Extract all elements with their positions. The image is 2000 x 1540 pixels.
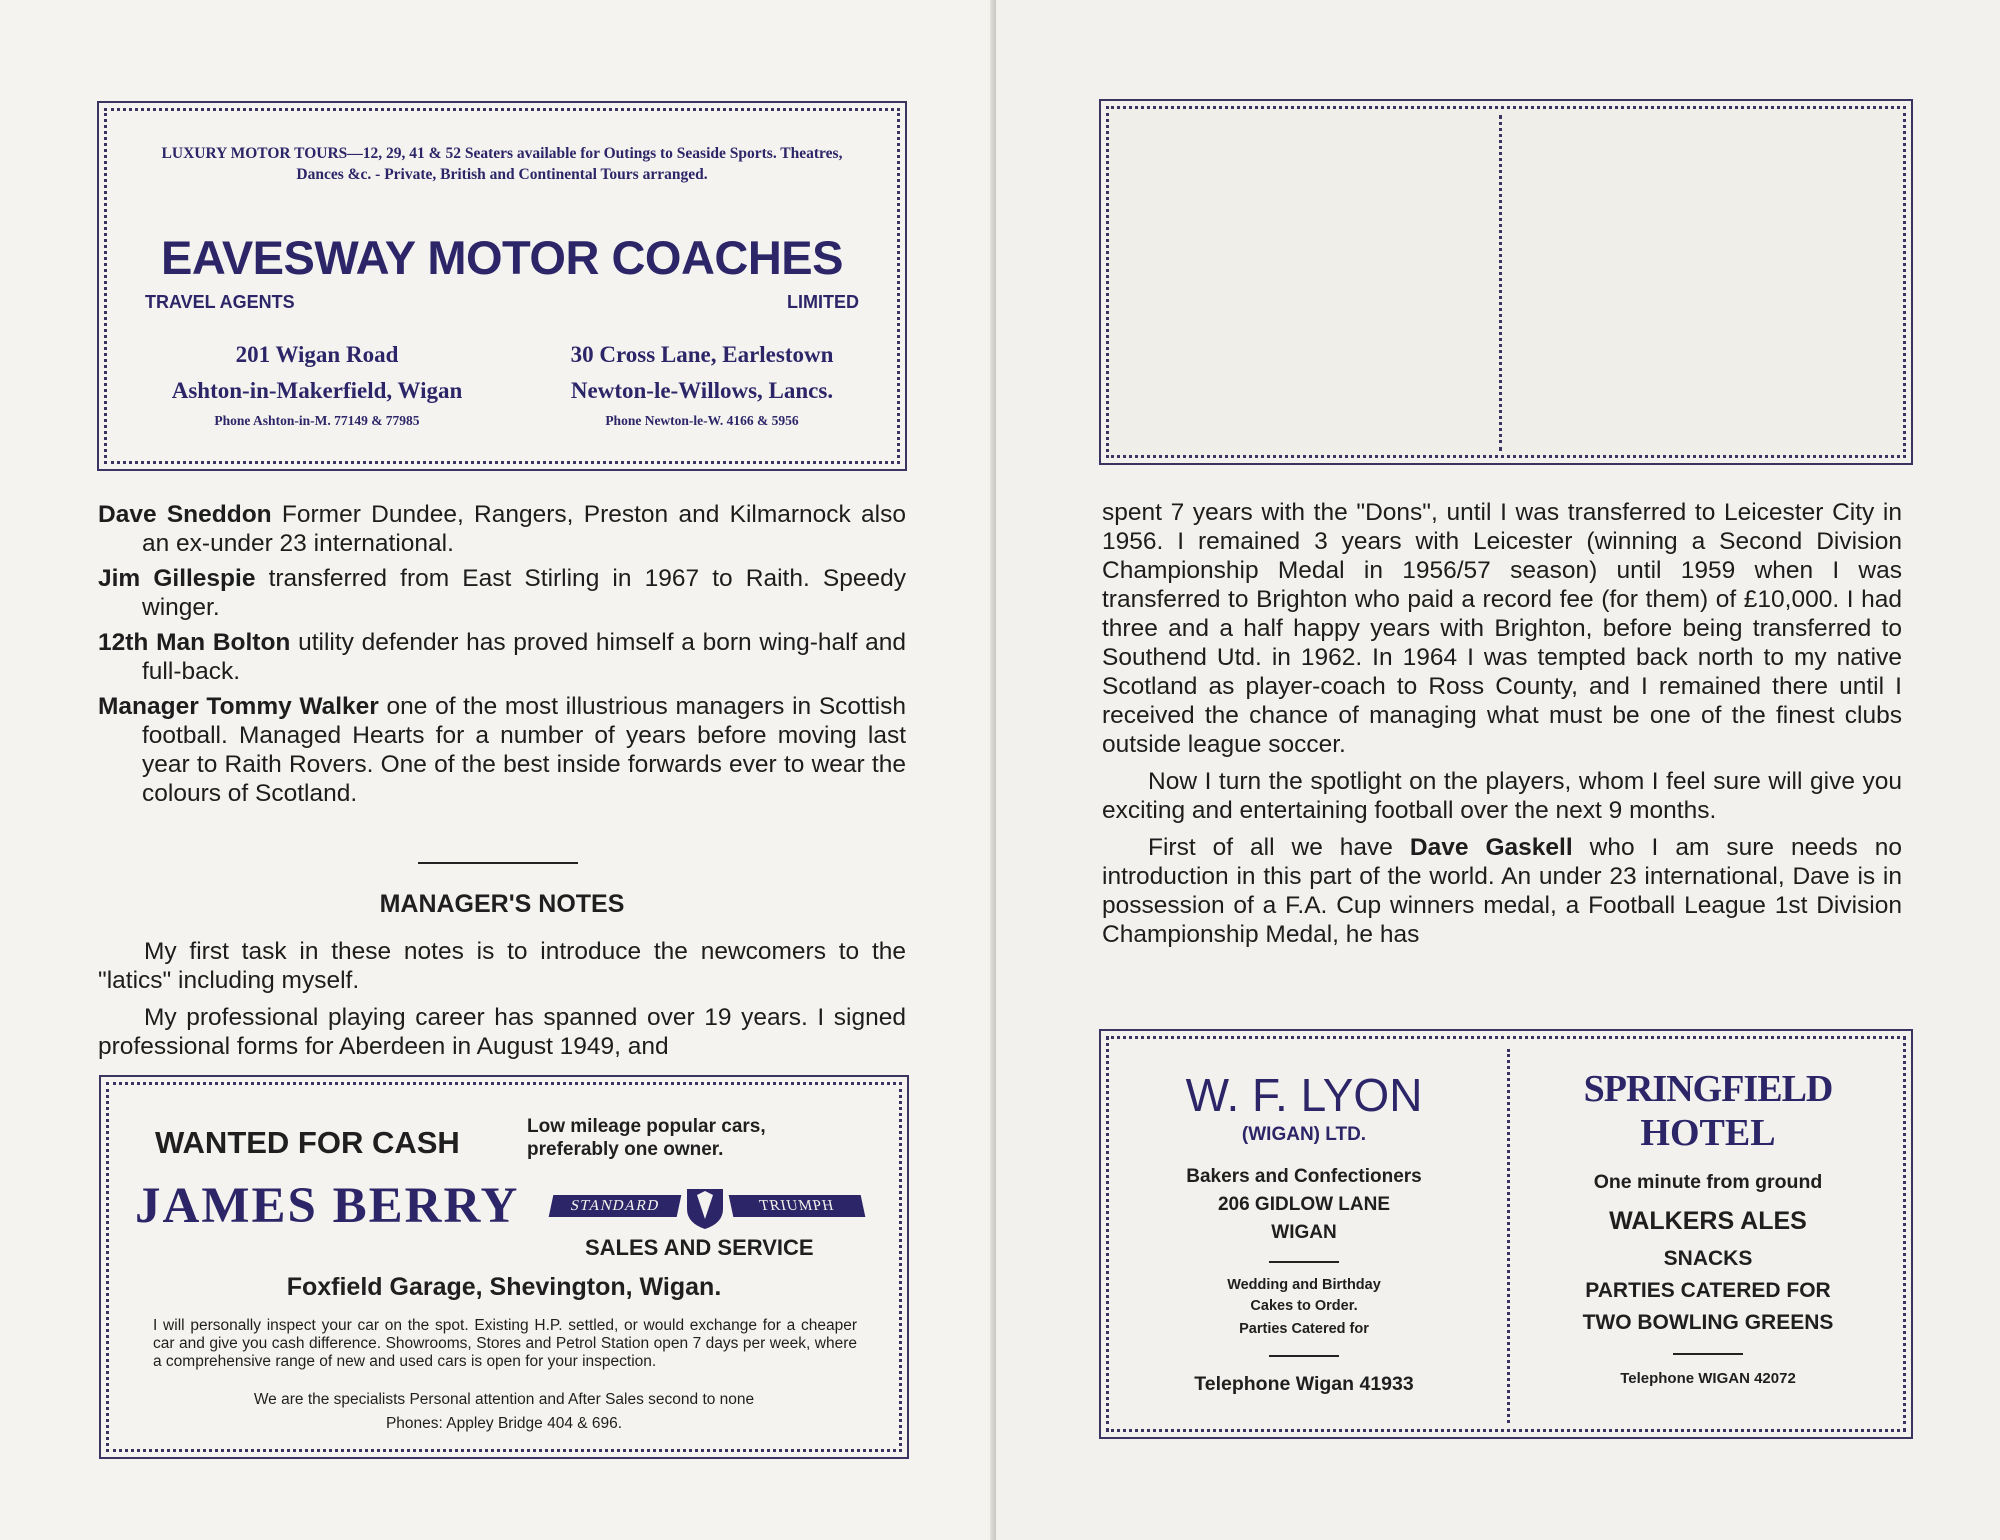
text-run: who I am sure needs no introduction in this part of the world. An under 23 international, Dave is in possession of a F.A. Cup winners medal, a Football League 1st Division Championship Medal, he has [1102,834,1902,948]
sales-and-service: SALES AND SERVICE [585,1235,814,1260]
springfield-line: TWO BOWLING GREENS [1582,1311,1834,1334]
section-divider [418,862,578,864]
lyon-cakes: Wedding and Birthday Cakes to Order. [1227,1277,1381,1314]
phone-line: Phone Ashton-in-M. 77149 & 77985 [214,413,420,428]
eavesway-intro: LUXURY MOTOR TOURS—12, 29, 41 & 52 Seaters available for Outings to Seaside Sports. Theatres, Dances &c. - Private, British and Continental Tours arranged. [161,145,843,183]
berry-body-text: I will personally inspect your car on the spot. Existing H.P. settled, or would exchange for a cheaper car and give you cash difference. Showrooms, Stores and Petrol Station open 7 days per week, where a comprehensive range of new and used cars is open for your inspection. [153,1317,857,1370]
player-name: Dave Gaskell [1409,834,1573,861]
left-page [0,0,995,1540]
notes-paragraph: Now I turn the spotlight on the players, whom I feel sure will give you exciting and entertaining football over the next 9 months. [1102,768,1902,824]
player-entry [98,500,906,558]
springfield-divider [1673,1353,1743,1355]
player-notes [98,500,906,814]
player-description: utility defender has proved himself a born wing-half and full-back. [142,629,906,685]
player-name: 12th Man Bolton [98,629,291,656]
springfield-hotel-advert [1521,1067,1895,1391]
text-run: First of all we have [1148,834,1410,861]
notes-paragraph: spent 7 years with the "Dons", until I was transferred to Leicester City in 1956. I remained 3 years with Leicester (winning a Second Division Championship Medal in 1956/57 season) until 1959 when I was transferred to Brighton who paid a record fee (for them) of £10,000. I had three and a half happy years with Brighton, before being transferred to Southend Utd. in 1962. In 1964 I was tempted back north to my native Scotland as player-coach to Ross County, and I remained there until I received the chance of managing what must be one of the finest clubs outside league soccer. [1102,499,1902,758]
address-line: 30 Cross Lane, Earlestown [570,342,834,367]
springfield-line: SNACKS [1663,1247,1753,1270]
player-entry [98,692,906,808]
eavesway-address-left [127,337,507,433]
eavesway-travel-agents: TRAVEL AGENTS [145,292,295,312]
springfield-name: SPRINGFIELD [1583,1068,1833,1110]
lyon-name: W. F. LYON [1185,1069,1423,1121]
wf-lyon-advert [1119,1069,1489,1397]
triumph-label: TRIUMPH [729,1195,866,1217]
player-entry [98,628,906,686]
springfield-hotel: HOTEL [1640,1112,1776,1154]
player-description: one of the most illustrious managers in Scottish football. Managed Hearts for a number of years before moving last year to Raith Rovers. One of the best inside forwards ever to wear the colours of Scotland. [142,693,906,807]
shield-crest-icon [683,1185,727,1236]
bottom-adverts [1106,1036,1906,1432]
address-line: 201 Wigan Road [235,342,399,367]
springfield-line: One minute from ground [1593,1171,1823,1193]
foxfield-garage: Foxfield Garage, Shevington, Wigan. [286,1273,722,1301]
player-name: Dave Sneddon [98,501,272,528]
advert-divider [1507,1049,1510,1423]
lyon-line: Bakers and Confectioners [1186,1166,1422,1187]
james-berry-name: JAMES BERRY [135,1178,520,1234]
standard-label: STANDARD [549,1195,682,1217]
springfield-line: WALKERS ALES [1609,1207,1807,1235]
wanted-for-cash: WANTED FOR CASH [155,1125,460,1160]
player-name: Manager Tommy Walker [98,693,379,720]
notes-paragraph [1102,833,1902,949]
address-line: Newton-le-Willows, Lancs. [570,378,834,403]
eavesway-address-right [517,337,887,433]
managers-notes-continued [1102,498,1902,957]
lyon-line: WIGAN [1271,1222,1337,1243]
james-berry-advert [106,1082,902,1452]
managers-notes-intro [98,937,906,1069]
player-description: transferred from East Stirling in 1967 to Raith. Speedy winger. [142,565,906,621]
frame-divider [1499,115,1502,451]
lyon-divider [1269,1355,1339,1357]
standard-triumph-badge [551,1185,869,1229]
address-line: Ashton-in-Makerfield, Wigan [171,378,463,403]
phone-line: Phone Newton-le-W. 4166 & 5956 [605,413,799,428]
berry-specialists: We are the specialists Personal attention and After Sales second to none [253,1391,755,1408]
eavesway-advert [104,108,900,464]
springfield-phone: Telephone WIGAN 42072 [1620,1370,1796,1387]
right-page [996,0,2000,1540]
managers-notes-heading: MANAGER'S NOTES [379,890,625,918]
berry-phones: Phones: Appley Bridge 404 & 696. [385,1415,623,1432]
springfield-line: PARTIES CATERED FOR [1585,1279,1831,1302]
lyon-line: 206 GIDLOW LANE [1217,1194,1391,1215]
lyon-parties: Parties Catered for [1239,1321,1369,1337]
eavesway-name: EAVESWAY MOTOR COACHES [161,231,843,284]
notes-paragraph: My first task in these notes is to introduce the newcomers to the "latics" including myself. [98,938,906,994]
blank-advert-frame [1106,106,1906,458]
lyon-divider [1269,1261,1339,1263]
low-mileage-text: Low mileage popular cars, preferably one owner. [527,1116,766,1160]
notes-paragraph: My professional playing career has spanned over 19 years. I signed professional forms for Aberdeen in August 1949, and [98,1004,906,1060]
player-description: Former Dundee, Rangers, Preston and Kilmarnock also an ex-under 23 international. [142,501,906,557]
eavesway-limited: LIMITED [787,292,859,312]
lyon-phone: Telephone Wigan 41933 [1194,1373,1414,1395]
player-name: Jim Gillespie [98,565,256,592]
player-entry [98,564,906,622]
lyon-sub: (WIGAN) LTD. [1241,1124,1367,1145]
